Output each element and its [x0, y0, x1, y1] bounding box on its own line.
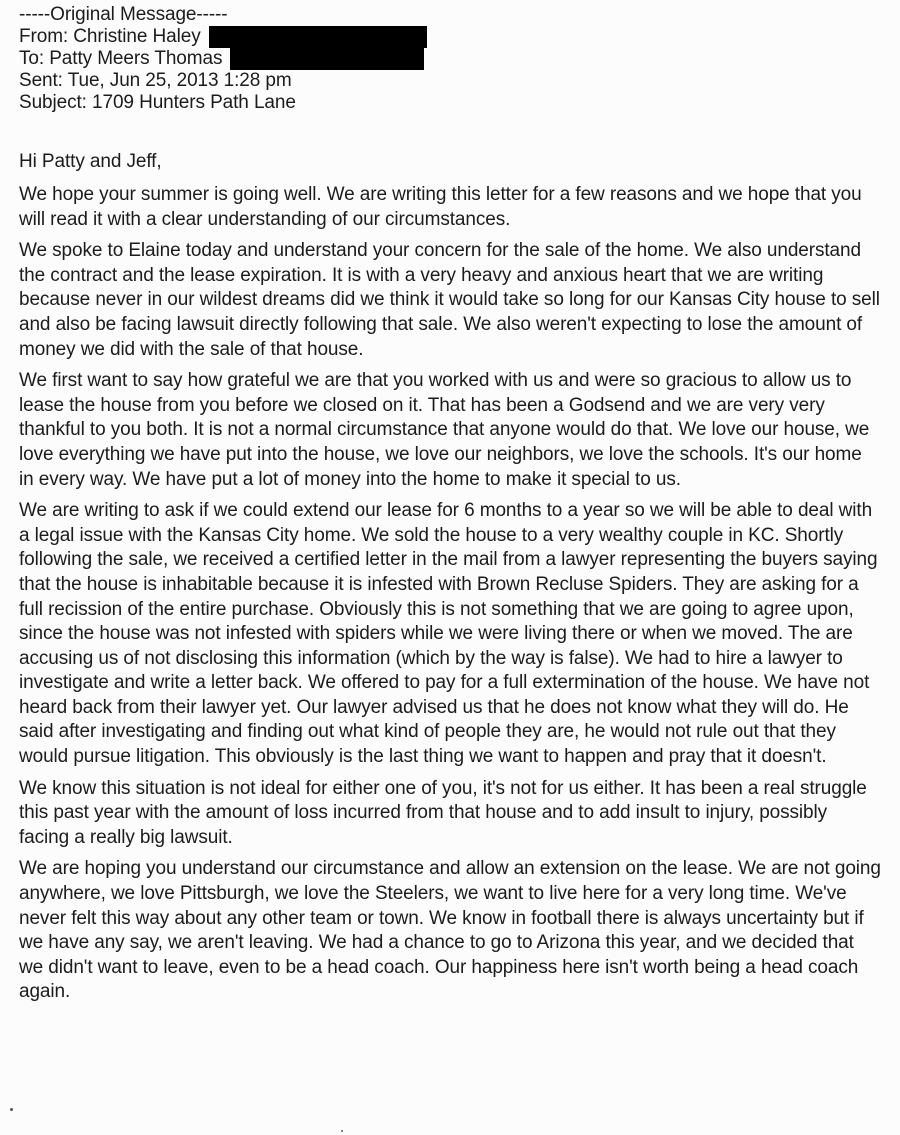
- to-text: To: Patty Meers Thomas: [19, 48, 223, 69]
- to-line: [19, 48, 879, 70]
- paragraph: We spoke to Elaine today and understand your concern for the sale of the home. We also understand the contract and the lease expiration. It is with a very heavy and anxious heart that we are writing because never in our wildest dreams did we think it would take so long for our Kansas City house to sell and also be facing lawsuit directly following that sale. We also weren't expecting to lose the amount of money we did with the sale of that house.: [19, 240, 880, 360]
- scan-speck: [10, 1108, 13, 1111]
- paragraph: We hope your summer is going well. We are writing this letter for a few reasons and we hope that you will read it with a clear understanding of our circumstances.: [19, 184, 862, 230]
- from-text: From: Christine Haley: [19, 26, 201, 47]
- redaction-bar: [209, 26, 427, 48]
- sent-line: Sent: Tue, Jun 25, 2013 1:28 pm: [19, 70, 292, 91]
- paragraph: We know this situation is not ideal for either one of you, it's not for us either. It has been a real struggle this past year with the amount of loss incurred from that house and to add insult to injury, possibly facing a really big lawsuit.: [19, 777, 867, 848]
- email-header: [19, 4, 879, 114]
- original-message-divider: -----Original Message-----: [19, 4, 228, 25]
- paragraph: We are writing to ask if we could extend our lease for 6 months to a year so we will be able to deal with a legal issue with the Kansas City home. We sold the house to a very wealthy couple in KC. Shortly following the sale, we received a certified letter in the mail from a lawyer representing the buyers saying that the house is inhabitable because it is infested with Brown Recluse Spiders. They are asking for a full recission of the entire purchase. Obviously this is not something that we are going to agree upon, since the house was not infested with spiders while we were living there or when we moved. The are accusing us of not disclosing this information (which by the way is false). We had to hire a lawyer to investigate and write a letter back. We offered to pay for a full extermination of the house. We have not heard back from their lawyer yet. Our lawyer advised us that he does not know what they will do. He said after investigating and finding out what kind of people they are, he would not rule out that they would pursue litigation. This obviously is the last thing we want to happen and pray that it doesn't.: [19, 500, 878, 768]
- paragraph: We are hoping you understand our circumstance and allow an extension on the lease. We are not going anywhere, we love Pittsburgh, we love the Steelers, we want to live here for a very long time. We've never felt this way about any other team or town. We know in football there is always uncertainty but if we have any say, we aren't leaving. We had a chance to go to Arizona this year, and we decided that we didn't want to leave, even to be a head coach. Our happiness here isn't worth being a head coach again.: [19, 858, 881, 1003]
- scan-speck: [341, 1130, 343, 1132]
- subject-line: Subject: 1709 Hunters Path Lane: [19, 92, 296, 113]
- from-line: [19, 26, 879, 48]
- letter-body: [19, 150, 881, 1012]
- greeting: Hi Patty and Jeff,: [19, 151, 162, 172]
- paragraph: We first want to say how grateful we are that you worked with us and were so gracious to allow us to lease the house from you before we closed on it. That has been a Godsend and we are very very thankful to you both. It is not a normal circumstance that anyone would do that. We love our house, we love everything we have put into the house, we love our neighbors, we love the schools. It's our home in every way. We have put a lot of money into the home to make it special to us.: [19, 370, 870, 490]
- redaction-bar: [230, 48, 424, 70]
